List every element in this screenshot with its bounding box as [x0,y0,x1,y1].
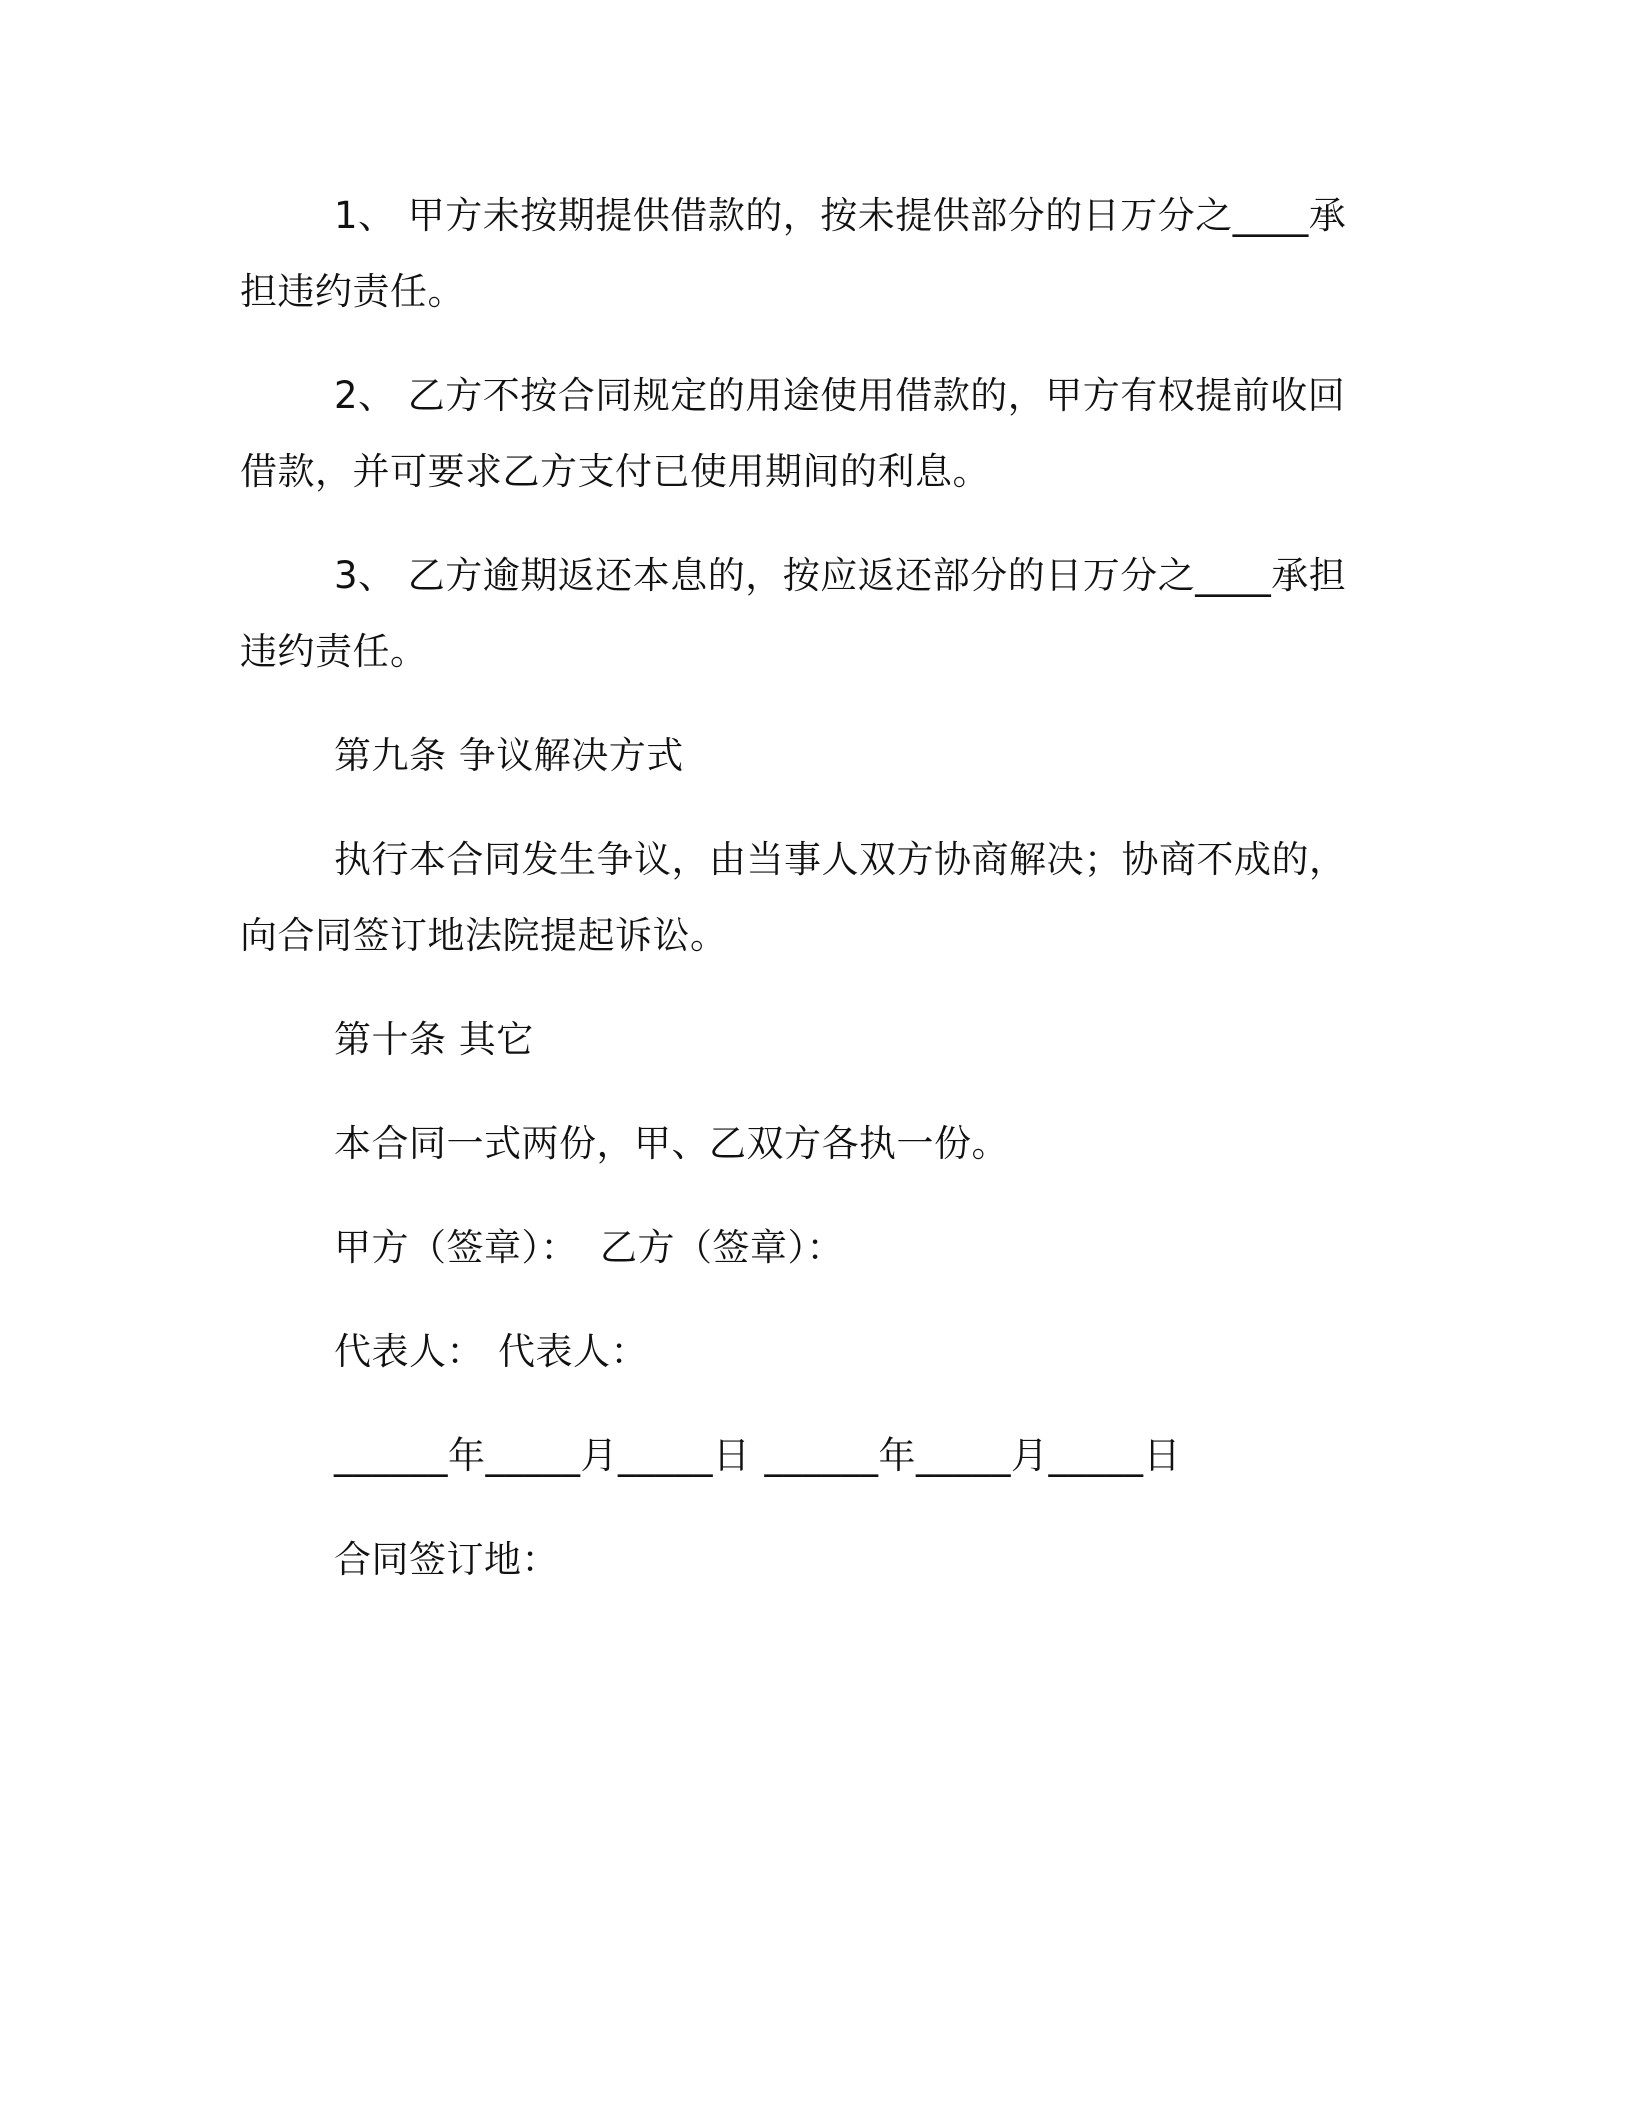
clause-1-text: 1、 甲方未按期提供借款的，按未提供部分的日万分之____承担违约责任。 [240,194,1347,313]
party-a-seal-label: 甲方（签章）： [334,1226,578,1269]
clause-3 [240,538,1375,690]
party-b-representative-label: 代表人： [498,1330,648,1373]
date-row [334,1418,1181,1494]
party-a-representative-label: 代表人： [334,1330,484,1373]
clause-1 [240,178,1375,330]
article-9-body [240,822,1375,974]
signing-place-label: 合同签订地： [334,1538,559,1581]
article-9-body-text: 执行本合同发生争议，由当事人双方协商解决；协商不成的，向合同签订地法院提起诉讼。 [240,838,1347,957]
signature-party-row [334,1210,844,1286]
clause-3-text: 3、 乙方逾期返还本息的，按应返还部分的日万分之____承担违约责任。 [240,554,1347,673]
article-9-heading: 第九条 争议解决方式 [334,734,684,777]
party-b-seal-label: 乙方（签章）： [600,1226,844,1269]
article-10-body: 本合同一式两份，甲、乙双方各执一份。 [334,1122,1009,1165]
article-10-heading: 第十条 其它 [334,1018,534,1061]
clause-2-text: 2、 乙方不按合同规定的用途使用借款的，甲方有权提前收回借款，并可要求乙方支付已使用期间的利息。 [240,374,1346,493]
representative-row [334,1314,648,1390]
party-a-date: ______年_____月_____日 [334,1434,751,1477]
party-b-date: ______年_____月_____日 [764,1434,1181,1477]
clause-2 [240,358,1375,510]
